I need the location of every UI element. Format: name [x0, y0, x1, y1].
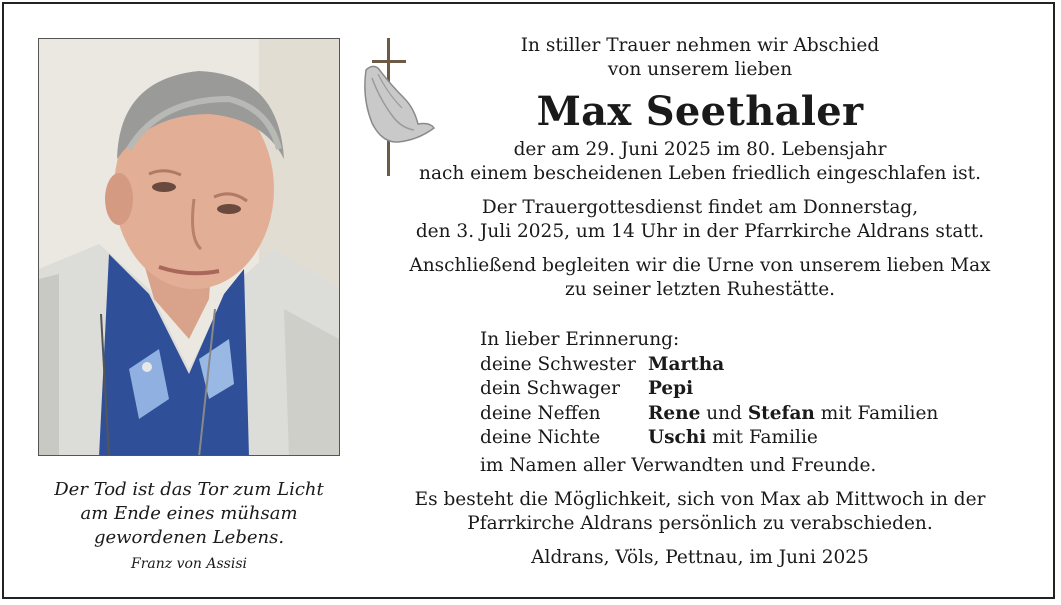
- relative-role: dein Schwager: [480, 378, 620, 399]
- relative-name: Pepi: [648, 378, 694, 399]
- list-item: [480, 402, 938, 427]
- portrait-illustration: [39, 39, 340, 456]
- relative-name-2: Stefan: [747, 402, 815, 424]
- relative-names: [648, 402, 938, 427]
- header-line-1: In stiller Trauer nehmen wir Abschied: [520, 35, 880, 56]
- quote-author: Franz von Assisi: [130, 556, 248, 572]
- place-date: Aldrans, Völs, Pettnau, im Juni 2025: [531, 547, 869, 568]
- deceased-name: Max Seethaler: [536, 88, 864, 135]
- service-line-1: Der Trauergottesdienst findet am Donnerstag,: [481, 197, 919, 218]
- relative-role: deine Nichte: [480, 427, 601, 448]
- list-item: [480, 426, 938, 451]
- service-line-2: den 3. Juli 2025, um 14 Uhr in der Pfarrkirche Aldrans statt.: [415, 221, 985, 242]
- relative-names: [648, 426, 938, 451]
- closing-block: [390, 454, 1010, 570]
- quote-line-3: gewordenen Lebens.: [93, 527, 285, 548]
- relative-role: deine Schwester: [480, 353, 636, 375]
- quote-block: [30, 478, 348, 576]
- header-line-2: von unserem lieben: [607, 59, 793, 80]
- relative-name: Uschi: [648, 427, 707, 448]
- relative-names: [648, 353, 938, 378]
- farewell-line-1: Es besteht die Möglichkeit, sich von Max ab Mittwoch in der: [414, 489, 986, 510]
- relative-suffix: mit Familie: [706, 427, 818, 448]
- death-info-line-2: nach einem bescheidenen Leben friedlich eingeschlafen ist.: [419, 163, 981, 184]
- urn-line-1: Anschließend begleiten wir die Urne von unserem lieben Max: [409, 255, 991, 276]
- memory-heading: In lieber Erinnerung:: [480, 329, 680, 350]
- relatives-table: [480, 353, 938, 451]
- quote-line-1: Der Tod ist das Tor zum Licht: [54, 479, 324, 500]
- death-info-line-1: der am 29. Juni 2025 im 80. Lebensjahr: [513, 139, 887, 160]
- portrait-photo: [38, 38, 340, 456]
- quote-line-2: am Ende eines mühsam: [80, 503, 298, 524]
- relative-names: [648, 377, 938, 402]
- relative-suffix: mit Familien: [814, 402, 939, 424]
- relative-name: Martha: [648, 353, 725, 375]
- relative-name: Rene: [648, 402, 701, 424]
- relatives-footer: im Namen aller Verwandten und Freunde.: [480, 455, 877, 476]
- main-text: [390, 34, 1010, 302]
- farewell-line-2: Pfarrkirche Aldrans persönlich zu verabschieden.: [467, 513, 933, 534]
- relative-connector: und: [700, 402, 748, 424]
- list-item: [480, 377, 938, 402]
- relative-role: deine Neffen: [480, 402, 601, 424]
- relatives-block: [480, 328, 938, 451]
- list-item: [480, 353, 938, 378]
- urn-line-2: zu seiner letzten Ruhestätte.: [564, 279, 836, 300]
